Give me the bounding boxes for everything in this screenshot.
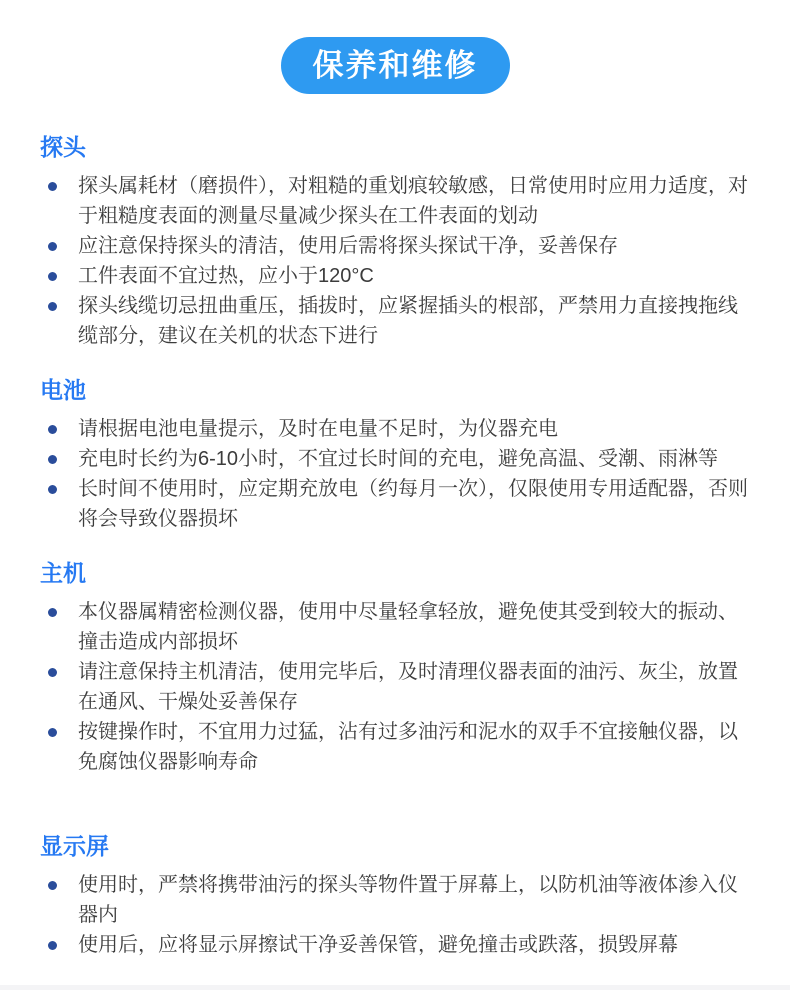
- bullet-list: [40, 414, 754, 534]
- bullet-text: 本仪器属精密检测仪器，使用中尽量轻拿轻放，避免使其受到较大的振动、撞击造成内部损坏: [78, 601, 738, 653]
- bullet-item: [40, 444, 754, 474]
- bullet-item: [40, 231, 754, 261]
- bullet-dot-icon: [48, 272, 57, 281]
- page-header: [0, 0, 790, 94]
- bullet-dot-icon: [48, 485, 57, 494]
- bullet-item: [40, 414, 754, 444]
- section-battery: [40, 375, 754, 534]
- bullet-text: 应注意保持探头的清洁，使用后需将探头探试干净，妥善保存: [78, 235, 618, 257]
- title-badge: 保养和维修: [281, 37, 510, 94]
- bullet-dot-icon: [48, 881, 57, 890]
- bottom-edge-strip: [0, 985, 790, 990]
- section-heading-main-unit: 主机: [40, 560, 86, 586]
- bullet-item: [40, 474, 754, 534]
- bullet-list: [40, 870, 754, 960]
- bullet-text: 按键操作时，不宜用力过猛，沾有过多油污和泥水的双手不宜接触仪器，以免腐蚀仪器影响寿命: [78, 721, 738, 773]
- bullet-list: [40, 171, 754, 351]
- section-display: [40, 831, 754, 960]
- section-heading-probe: 探头: [40, 134, 86, 160]
- bullet-item: [40, 597, 754, 657]
- bullet-text: 工件表面不宜过热，应小于120°C: [78, 265, 374, 287]
- bullet-item: [40, 657, 754, 717]
- bullet-text: 请根据电池电量提示，及时在电量不足时，为仪器充电: [78, 418, 558, 440]
- bullet-item: [40, 930, 754, 960]
- bullet-text: 探头属耗材（磨损件），对粗糙的重划痕较敏感，日常使用时应用力适度，对于粗糙度表面的测量尽量减少探头在工件表面的划动: [78, 175, 748, 227]
- bullet-text: 探头线缆切忌扭曲重压，插拔时，应紧握插头的根部，严禁用力直接拽拖线缆部分，建议在关机的状态下进行: [78, 295, 738, 347]
- section-heading-battery: 电池: [40, 377, 86, 403]
- bullet-text: 使用后，应将显示屏擦试干净妥善保管，避免撞击或跌落，损毁屏幕: [78, 934, 678, 956]
- section-probe: [40, 132, 754, 351]
- bullet-dot-icon: [48, 941, 57, 950]
- bullet-item: [40, 261, 754, 291]
- bullet-item: [40, 717, 754, 777]
- bullet-text: 长时间不使用时，应定期充放电（约每月一次），仅限使用专用适配器，否则将会导致仪器损坏: [78, 478, 748, 530]
- bullet-item: [40, 291, 754, 351]
- bullet-dot-icon: [48, 668, 57, 677]
- bullet-dot-icon: [48, 182, 57, 191]
- bullet-text: 请注意保持主机清洁，使用完毕后，及时清理仪器表面的油污、灰尘，放置在通风、干燥处妥善保存: [78, 661, 738, 713]
- bullet-dot-icon: [48, 455, 57, 464]
- bullet-dot-icon: [48, 608, 57, 617]
- section-main-unit: [40, 558, 754, 777]
- bullet-dot-icon: [48, 302, 57, 311]
- bullet-item: [40, 171, 754, 231]
- bullet-text: 使用时，严禁将携带油污的探头等物件置于屏幕上，以防机油等液体渗入仪器内: [78, 874, 738, 926]
- bullet-dot-icon: [48, 242, 57, 251]
- maintenance-content: [0, 94, 790, 960]
- bullet-text: 充电时长约为6-10小时，不宜过长时间的充电，避免高温、受潮、雨淋等: [78, 448, 719, 470]
- bullet-list: [40, 597, 754, 777]
- section-heading-display: 显示屏: [40, 833, 109, 859]
- bullet-dot-icon: [48, 728, 57, 737]
- bullet-dot-icon: [48, 425, 57, 434]
- bullet-item: [40, 870, 754, 930]
